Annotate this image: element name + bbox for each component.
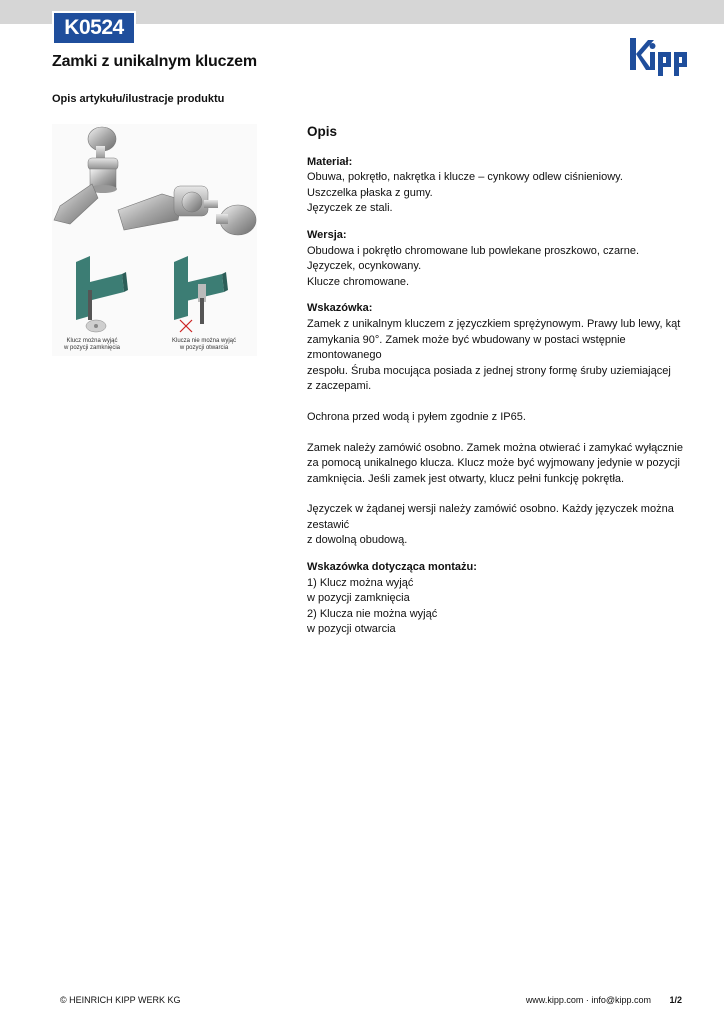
tongue-line: z dowolną obudową. — [307, 534, 408, 547]
caption-key-not-removable — [162, 338, 246, 352]
version-block — [307, 228, 697, 290]
product-images — [52, 124, 257, 356]
page-title: Zamki z unikalnym kluczem — [52, 53, 257, 70]
version-label: Wersja: — [307, 228, 347, 241]
description — [307, 124, 697, 638]
material-line: Uszczelka płaska z gumy. — [307, 186, 433, 199]
lock-product-illustration — [52, 124, 257, 356]
footer-contact: www.kipp.com · info@kipp.com — [525, 995, 651, 1005]
section-heading: Opis artykułu/ilustracje produktu — [52, 93, 225, 105]
version-line: Obudowa i pokrętło chromowane lub powlekane proszkowo, czarne. — [307, 244, 640, 257]
assembly-line: w pozycji otwarcia — [307, 623, 396, 636]
assembly-block — [307, 560, 697, 638]
assembly-line: 1) Klucz można wyjąć — [307, 576, 414, 589]
caption-right-line: w pozycji otwarcia — [179, 345, 229, 351]
version-line: Klucze chromowane. — [307, 275, 410, 288]
note-line: Zamek z unikalnym kluczem z języczkiem sprężynowym. Prawy lub lewy, kąt — [307, 317, 681, 330]
assembly-line: 2) Klucza nie można wyjąć — [307, 607, 438, 620]
caption-left-line: w pozycji zamknięcia — [63, 345, 121, 351]
caption-left-line: Klucz można wyjąć — [66, 338, 118, 344]
order-block — [307, 441, 697, 488]
kipp-logo-icon — [628, 36, 692, 76]
material-block — [307, 155, 697, 217]
note-line: zamykania 90°. Zamek może być wbudowany w postaci wstępnie zmontowanego — [307, 333, 626, 362]
material-label: Materiał: — [307, 155, 353, 168]
tongue-line: Języczek w żądanej wersji należy zamówić osobno. Każdy języczek można zestawić — [307, 503, 674, 531]
note-block — [307, 301, 697, 395]
tongue-block — [307, 502, 697, 549]
material-line: Obuwa, pokrętło, nakrętka i klucze – cynkowy odlew ciśnieniowy. — [307, 171, 623, 184]
note-label: Wskazówka: — [307, 302, 373, 315]
caption-right-line: Klucza nie można wyjąć — [171, 338, 237, 344]
note-line: zespołu. Śruba mocująca posiada z jednej strony formę śruby uziemiającej — [307, 364, 671, 377]
article-code-badge: K0524 — [52, 11, 136, 45]
assembly-label: Wskazówka dotycząca montażu: — [307, 561, 477, 574]
footer-copyright: © HEINRICH KIPP WERK KG — [60, 995, 181, 1005]
order-line: za pomocą unikalnego klucza. Klucz może być wyjmowany jedynie w pozycji — [307, 457, 680, 470]
ip-protection-text: Ochrona przed wodą i pyłem zgodnie z IP65. — [307, 410, 526, 423]
assembly-line: w pozycji zamknięcia — [307, 592, 410, 605]
page-number: 1/2 — [669, 995, 682, 1005]
caption-key-removable — [50, 338, 134, 352]
version-line: Języczek, ocynkowany. — [307, 260, 422, 273]
material-line: Języczek ze stali. — [307, 202, 393, 215]
description-title: Opis — [307, 124, 338, 139]
order-line: zamknięcia. Jeśli zamek jest otwarty, klucz pełni funkcję pokrętła. — [307, 472, 625, 485]
note-line: z zaczepami. — [307, 380, 372, 393]
order-line: Zamek należy zamówić osobno. Zamek można otwierać i zamykać wyłącznie — [307, 441, 683, 454]
